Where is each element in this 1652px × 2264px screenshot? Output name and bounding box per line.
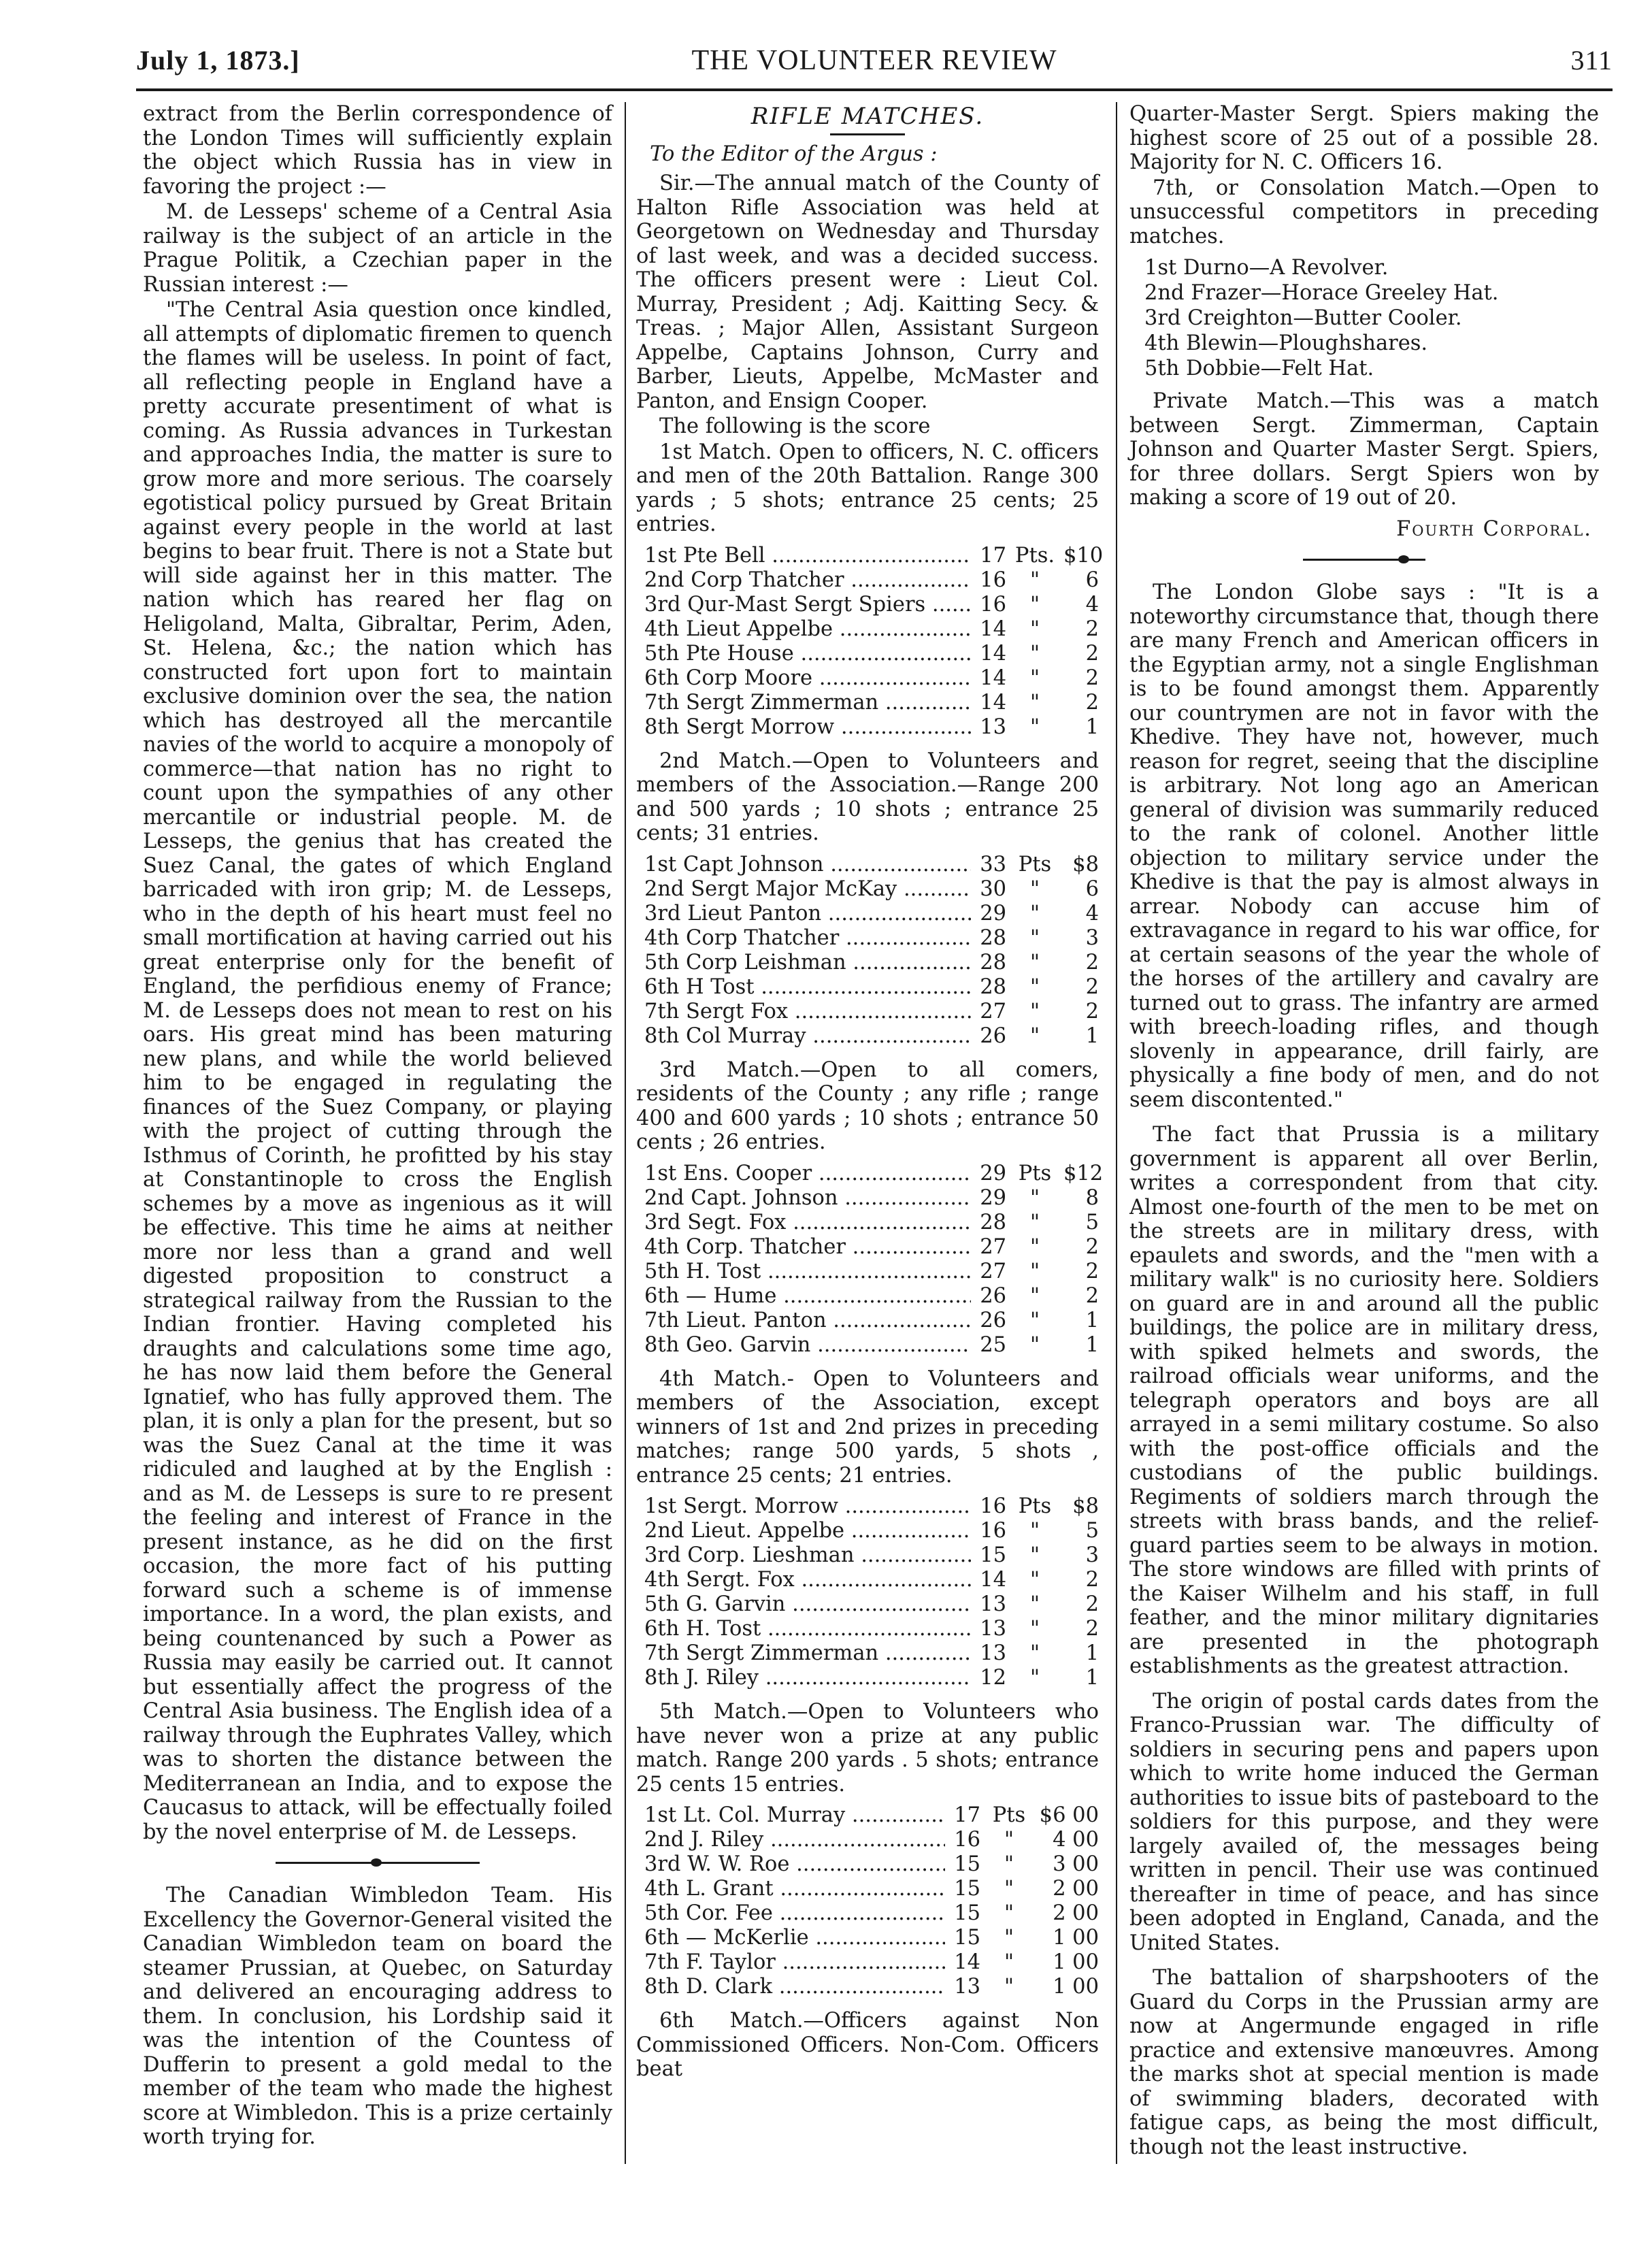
score-value: 14 [980,690,1006,715]
score-table [644,1161,1104,1358]
competitor-name: 5th G. Garvin ..... [644,1592,971,1617]
competitor-name: 2nd Lieut. Appelbe ..... [644,1519,971,1543]
page-number: 311 [1570,45,1613,76]
score-value: 15 [980,1543,1006,1567]
competitor-name: 8th J. Riley ..... [644,1666,971,1690]
column-2 [636,102,1104,2082]
score-row [644,1666,1099,1690]
score-value: 13 [980,1617,1006,1641]
points-label: " [1029,1259,1040,1283]
competitor-name: 4th Corp Thatcher ..... [644,926,971,951]
score-value: 28 [980,925,1006,950]
competitor-name: 2nd J. Riley ..... [644,1828,945,1852]
prize-value: 1 [1085,1332,1099,1357]
score-row [644,593,1099,617]
score-value: 16 [980,1519,1006,1543]
score-row [644,853,1099,877]
prize-value: $12 [1063,1161,1104,1185]
match-description: 2nd Match.—Open to Volunteers and members of the Association.—Range 200 and 500 yards ; 10 shots ; entrance 25 cents; 31 entries. [636,749,1099,845]
score-value: 14 [954,1950,980,1974]
list-item: 5th Dobbie—Felt Hat. [1144,357,1374,380]
score-row [644,1617,1099,1641]
points-label: " [1029,1543,1040,1567]
paragraph: The battalion of sharpshooters of the Guard du Corps in the Prussian army are now at Angermunde engaged in rifle practice and extensive manœuvres. Among the marks shot at special mention is made of swimming bladers, decorated with fatigue caps, as being the most difficult, though not the least instructive. [1129,1966,1599,2159]
score-row [644,1901,1099,1926]
points-label: " [1029,641,1040,666]
competitor-name: 6th — Hume ..... [644,1284,971,1309]
competitor-name: 8th Col Murray ..... [644,1024,971,1049]
points-label: " [1029,715,1040,739]
competitor-name: 4th Lieut Appelbe ..... [644,617,971,642]
score-row [644,1568,1099,1592]
prize-value: $10 [1063,543,1104,568]
competitor-name: 3rd Corp. Lieshman ..... [644,1543,971,1568]
score-row [644,951,1099,975]
score-row [644,1926,1099,1950]
prize-value: 2 [1085,1234,1099,1259]
competitor-name: 1st Pte Bell ..... [644,544,971,568]
score-value: 26 [980,1283,1006,1308]
paragraph: Private Match.—This was a match between Sergt. Zimmerman, Captain Johnson and Quarter Master Sergt. Spiers, for three dollars. Sergt Spiers won by making a score of 19 out of 20. [1129,389,1599,510]
score-row [644,1877,1099,1901]
prize-value: 2 [1085,950,1099,974]
signature: Fourth Corporal. [1396,516,1592,541]
prize-value: 2 [1085,1259,1099,1283]
score-table [644,1494,1099,1690]
article-heading: RIFLE MATCHES. [750,103,985,130]
competitor-name: 6th H Tost ..... [644,975,971,1000]
prize-value: 4 [1085,592,1099,617]
prize-value: 1 00 [1053,1975,1099,1999]
competitor-name: 7th F. Taylor ..... [644,1950,945,1975]
score-value: 29 [980,901,1006,925]
competitor-name: 6th — McKerlie ..... [644,1926,945,1950]
competitor-name: 7th Sergt Zimmerman ..... [644,1641,971,1666]
points-label: " [1004,1926,1014,1950]
score-row [644,1211,1099,1235]
paragraph: The Canadian Wimbledon Team. His Excellency the Governor-General visited the Canadian Wimbledon team on board the steamer Prussian, at Quebec, on Saturday and delivered an encouraging address to them. In conclusion, his Lordship said it was the intention of the Countess of Dufferin to present a gold medal to the member of the team who made the highest score at Wimbledon. This is a prize certainly worth trying for. [143,1884,612,2149]
points-label: " [1029,617,1040,641]
score-row [644,1592,1099,1617]
points-label: " [1029,1519,1040,1543]
score-value: 14 [980,641,1006,666]
points-label: " [1029,1592,1040,1616]
score-row [644,1235,1099,1260]
score-value: 13 [980,715,1006,739]
score-value: 30 [980,876,1006,901]
score-row [644,642,1099,666]
competitor-name: 3rd W. W. Roe ..... [644,1852,945,1877]
points-label: " [1029,690,1040,715]
score-value: 12 [980,1666,1006,1690]
score-value: 16 [980,1494,1006,1518]
score-row [644,691,1099,715]
score-value: 29 [980,1161,1006,1185]
competitor-name: 5th H. Tost ..... [644,1260,971,1284]
score-value: 27 [980,1234,1006,1259]
points-label: " [1029,999,1040,1023]
score-row [644,1186,1099,1211]
prize-value: 1 00 [1053,1926,1099,1950]
score-row [644,1024,1099,1049]
points-label: " [1029,1283,1040,1308]
score-row [644,1975,1099,1999]
points-label: " [1004,1950,1014,1974]
score-value: 28 [980,950,1006,974]
points-label: " [1029,876,1040,901]
prize-value: $8 [1072,1494,1099,1518]
paragraph: The fact that Prussia is a military government is apparent all over Berlin, writes a correspondent from that city. Almost one-fourth of the men to be met on the streets are in military dress, with epaulets and swords, and the "men with a military walk" is no curiosity here. Soldiers on guard are in and around all the public buildings, the police are in military dress, with spiked helmets and swords, the railroad officials wear uniforms, and the telegraph operators and boys are all arrayed in a semi military costume. So also with the post-office officials and the custodians of the public buildings. Regiments of soldiers march through the streets with brass bands, and the relief-guard parties seem to be always in motion. The store windows are filled with prints of the Kaiser Wilhelm and his staff, in full feather, and the minor military dignitaries are presented in the photograph establishments as the greatest attraction. [1129,1123,1599,1678]
column-rule-2 [1116,102,1117,2164]
prize-value: 2 [1085,1283,1099,1308]
prize-value: 1 [1085,1308,1099,1332]
points-label: " [1029,925,1040,950]
newspaper-title: THE VOLUNTEER REVIEW [691,45,1057,76]
score-row [644,926,1099,951]
points-label: " [1004,1901,1014,1925]
heading-rule [830,133,905,135]
match-description: 4th Match.- Open to Volunteers and members of the Association, except winners of 1st and 2nd prizes in preceding matches; range 500 yards, 5 shots , entrance 25 cents; 21 entries. [636,1366,1099,1488]
score-value: 27 [980,999,1006,1023]
competitor-name: 5th Pte House ..... [644,642,971,666]
score-value: 17 [954,1803,980,1827]
score-row [644,1284,1099,1309]
prize-value: 2 [1085,1568,1099,1592]
score-row [644,877,1099,902]
points-label: Pts [1018,1161,1052,1185]
points-label: " [1029,592,1040,617]
section-divider [1303,556,1425,563]
list-item: 1st Durno—A Revolver. [1144,256,1389,280]
competitor-name: 1st Lt. Col. Murray ..... [644,1803,945,1828]
list-item: 2nd Frazer—Horace Greeley Hat. [1144,281,1499,305]
prize-value: 1 [1085,1641,1099,1665]
score-table [644,1803,1099,1999]
score-value: 33 [980,852,1006,876]
list-item: 3rd Creighton—Butter Cooler. [1144,306,1462,330]
competitor-name: 2nd Sergt Major McKay ..... [644,877,971,902]
score-row [644,1519,1099,1543]
score-row [644,617,1099,642]
competitor-name: 5th Corp Leishman ..... [644,951,971,975]
score-row [644,975,1099,1000]
score-row [644,1260,1099,1284]
prize-value: 1 [1085,715,1099,739]
score-value: 16 [980,568,1006,592]
score-value: 13 [954,1975,980,1999]
prize-value: 6 [1085,876,1099,901]
issue-date: July 1, 1873.] [136,45,300,76]
points-label: " [1029,568,1040,592]
prize-value: 2 [1085,617,1099,641]
score-value: 17 [980,543,1006,568]
column-3 [1129,102,1599,2159]
paragraph: Quarter-Master Sergt. Spiers making the highest score of 25 out of a possible 28. Majority for N. C. Officers 16. [1129,102,1599,174]
column-rule-1 [625,102,626,2164]
score-row [644,1494,1099,1519]
score-value: 14 [980,1568,1006,1592]
competitor-name: 7th Lieut. Panton ..... [644,1309,971,1333]
score-value: 14 [980,617,1006,641]
prize-value: 1 [1085,1023,1099,1048]
competitor-name: 7th Sergt Fox ..... [644,1000,971,1024]
masthead-rule [136,88,1613,91]
score-value: 16 [980,592,1006,617]
match-description: 3rd Match.—Open to all comers, residents of the County ; any rifle ; range 400 and 600 yards ; 10 shots ; entrance 50 cents ; 26 entries. [636,1057,1099,1154]
competitor-name: 7th Sergt Zimmerman ..... [644,691,971,715]
match-description: 5th Match.—Open to Volunteers who have never won a prize at any public match. Range 200 yards . 5 shots; entrance 25 cents 15 entries. [636,1700,1099,1797]
points-label: " [1029,901,1040,925]
competitor-name: 5th Cor. Fee ..... [644,1901,945,1926]
prize-value: 2 00 [1053,1901,1099,1925]
salutation: To the Editor of the Argus : [650,142,938,166]
points-label: " [1029,1568,1040,1592]
points-label: " [1029,1617,1040,1641]
paragraph: 7th, or Consolation Match.—Open to unsuccessful competitors in preceding matches. [1129,176,1599,248]
prize-value: 8 [1085,1185,1099,1210]
score-row [644,1828,1099,1852]
prize-value: 5 [1085,1519,1099,1543]
points-label: Pts [1018,852,1052,876]
list-item: 4th Blewin—Ploughshares. [1144,331,1428,355]
prize-value: 1 [1085,1666,1099,1690]
score-row [644,568,1099,593]
masthead [136,37,1613,92]
match-description: 6th Match.—Officers against Non Commissioned Officers. Non-Com. Officers beat [636,2009,1099,2081]
points-label: " [1029,1210,1040,1234]
paragraph: The London Globe says : "It is a noteworthy circumstance that, though there are many French and American officers in the Egyptian army, not a single Englishman is to be found amongst them. Apparently our countrymen are not in favor with the Khedive. They have not, however, much reason for regret, seeing that the discipline is arbitrary. Not long ago an American general of division was summarily reduced to the rank of colonel. Another little objection to military service under the Khedive is that the pay is almost always in arrear. Nobody can accuse him of extravagance in regard to his war office, for at certain seasons of the year the whole of the horses of the artillery and cavalry are turned out to grass. The infantry are armed with breech-loading rifles, and though slovenly in appearance, drill fairly, are physically a fine body of men, and do not seem discontented." [1129,580,1599,1112]
points-label: " [1004,1852,1014,1876]
points-label: " [1004,1828,1014,1852]
score-value: 25 [980,1332,1006,1357]
prize-list [1144,255,1599,381]
competitor-name: 3rd Segt. Fox ..... [644,1211,971,1235]
prize-value: $6 00 [1039,1803,1099,1827]
competitor-name: 3rd Qur-Mast Sergt Spiers ..... [644,593,971,617]
match-description: 1st Match. Open to officers, N. C. officers and men of the 20th Battalion. Range 300 yards ; 5 shots; entrance 25 cents; 25 entries. [636,440,1099,536]
score-value: 28 [980,1210,1006,1234]
points-label: " [1029,1234,1040,1259]
points-label: Pts. [1014,543,1055,568]
score-row [644,1950,1099,1975]
points-label: Pts [1018,1494,1052,1518]
competitor-name: 2nd Corp Thatcher ..... [644,568,971,593]
score-row [644,1641,1099,1666]
score-row [644,1543,1099,1568]
points-label: " [1029,974,1040,999]
score-value: 15 [954,1852,980,1876]
prize-value: 1 00 [1053,1950,1099,1974]
points-label: Pts [992,1803,1026,1827]
score-table [644,543,1104,740]
prize-value: 2 [1085,666,1099,690]
paragraph: The origin of postal cards dates from the Franco-Prussian war. The difficulty of soldiers in securing pens and papers upon which to write home induced the German authorities to issue bits of pasteboard to the soldiers for this purpose, and they were largely availed of, the messages being written in pencil. Their use was continued thereafter in time of peace, and has since been adopted in England, Canada, and the United States. [1129,1689,1599,1955]
competitor-name: 4th Corp. Thatcher ..... [644,1235,971,1260]
competitor-name: 1st Capt Johnson ..... [644,853,971,877]
points-label: " [1004,1975,1014,1999]
score-row [644,902,1099,926]
competitor-name: 2nd Capt. Johnson ..... [644,1186,971,1211]
points-label: " [1029,1023,1040,1048]
competitor-name: 1st Sergt. Morrow ..... [644,1494,971,1519]
score-row [644,1161,1104,1186]
score-row [644,543,1104,568]
points-label: " [1029,1332,1040,1357]
competitor-name: 8th Sergt Morrow ..... [644,715,971,740]
score-row [644,1852,1099,1877]
prize-value: 5 [1085,1210,1099,1234]
score-row [644,1803,1099,1828]
points-label: " [1029,950,1040,974]
score-value: 15 [954,1901,980,1925]
prize-value: 2 [1085,999,1099,1023]
prize-value: 3 [1085,1543,1099,1567]
points-label: " [1029,1308,1040,1332]
score-value: 14 [980,666,1006,690]
points-label: " [1029,1666,1040,1690]
score-value: 16 [954,1828,980,1852]
competitor-name: 4th L. Grant ..... [644,1877,945,1901]
competitor-name: 8th D. Clark ..... [644,1975,945,1999]
competitor-name: 1st Ens. Cooper ..... [644,1162,971,1186]
score-value: 15 [954,1926,980,1950]
competitor-name: 3rd Lieut Panton ..... [644,902,971,926]
prize-value: 2 [1085,641,1099,666]
score-row [644,1000,1099,1024]
prize-value: 3 00 [1053,1852,1099,1876]
score-value: 13 [980,1641,1006,1665]
section-divider [276,1859,480,1866]
competitor-name: 6th H. Tost ..... [644,1617,971,1641]
score-table [644,853,1099,1049]
prize-value: 2 [1085,690,1099,715]
prize-value: 2 [1085,1592,1099,1616]
score-value: 29 [980,1185,1006,1210]
prize-value: 2 [1085,974,1099,999]
competitor-name: 4th Sergt. Fox ..... [644,1568,971,1592]
score-value: 15 [954,1877,980,1901]
paragraph: extract from the Berlin correspondence of the London Times will sufficiently explain the object which Russia has in view in favoring the project :— [143,102,612,199]
prize-value: 3 [1085,925,1099,950]
points-label: " [1029,1185,1040,1210]
points-label: " [1029,1641,1040,1665]
points-label: " [1004,1877,1014,1901]
prize-value: 4 00 [1053,1828,1099,1852]
score-row [644,666,1099,691]
score-value: 28 [980,974,1006,999]
score-row [644,1333,1099,1358]
score-row [644,715,1099,740]
prize-value: 2 [1085,1617,1099,1641]
score-value: 13 [980,1592,1006,1616]
prize-value: 2 00 [1053,1877,1099,1901]
score-value: 26 [980,1023,1006,1048]
competitor-name: 6th Corp Moore ..... [644,666,971,691]
paragraph: M. de Lesseps' scheme of a Central Asia railway is the subject of an article in the Prague Politik, a Czechian paper in the Russian interest :— [143,200,612,297]
column-1 [143,102,612,2150]
competitor-name: 8th Geo. Garvin ..... [644,1333,971,1358]
paragraph: The following is the score [659,414,931,438]
paragraph: Sir.—The annual match of the County of Halton Rifle Association was held at Georgetown on Wednesday and Thursday of last week, and was a decided success. The officers present were : Lieut Col. Murray, President ; Adj. Kaitting Secy. & Treas. ; Major Allen, Assistant Surgeon Appelbe, Captains Johnson, Curry and Barber, Lieuts, Appelbe, McMaster and Panton, and Ensign Cooper. [636,171,1099,413]
prize-value: 6 [1085,568,1099,592]
paragraph: "The Central Asia question once kindled, all attempts of diplomatic firemen to quench the flames will be useless. In point of fact, all reflecting people in England have a pretty accurate presentiment of what is coming. As Russia advances in Turkestan and approaches India, the matter is sure to grow more and more serious. The coarsely egotistical policy pursued by Great Britain against every people in the world at last begins to bear fruit. There is not a State but will side against her in this matter. The nation which has reared her flag on Heligoland, Malta, Gibraltar, Perim, Aden, St. Helena, &c.; the nation which has constructed fort upon fort to maintain exclusive dominion over the sea, the nation which has destroyed all the mercantile navies of the world to acquire a monopoly of commerce—that nation has no right to count upon the sympathies of any other mercantile or industrial people. M. de Lesseps, the genius that has created the Suez Canal, the gates of which England barricaded with iron grip; M. de Lesseps, who in the depth of his heart must feel no small mortification at having carried out his great enterprise only for the benefit of England, the perfidious enemy of France; M. de Lesseps does not mean to rest on his oars. His great mind has been maturing new plans, and while the world believed him to be engaged in regulating the finances of the Suez Company, or playing with the project of cutting through the Isthmus of Corinth, he profitted by his stay at Constantinople to cross the English schemes by a move as ingenious as it will be effective. This time he aims at neither more nor less than a grand and well digested proposition to construct a strategical railway from the Russian to the Indian frontier. Having completed his draughts and calculations some time ago, he has now laid them before the General Ignatief, who has fully approved them. The plan, it is only a plan for the present, but so was the Suez Canal at the time it was ridiculed and laughed at by the English : and as M. de Lesseps is sure to re present the feeling and interest of France in the present instance, as he did on the first occasion, the more fact of his putting forward such a scheme is of immense importance. In a word, the plan exists, and being countenanced by such a Power as Russia may easily be carried out. It cannot but essentially affect the progress of the Central Asia business. The English idea of a railway through the Euphrates Valley, which was to shorten the distance between the Mediterranean an India, and to expose the Caucasus to attack, will be effectually foiled by the novel enterprise of M. de Lesseps. [143,298,612,1844]
points-label: " [1029,666,1040,690]
score-row [644,1309,1099,1333]
prize-value: $8 [1072,852,1099,876]
prize-value: 4 [1085,901,1099,925]
score-value: 27 [980,1259,1006,1283]
score-value: 26 [980,1308,1006,1332]
